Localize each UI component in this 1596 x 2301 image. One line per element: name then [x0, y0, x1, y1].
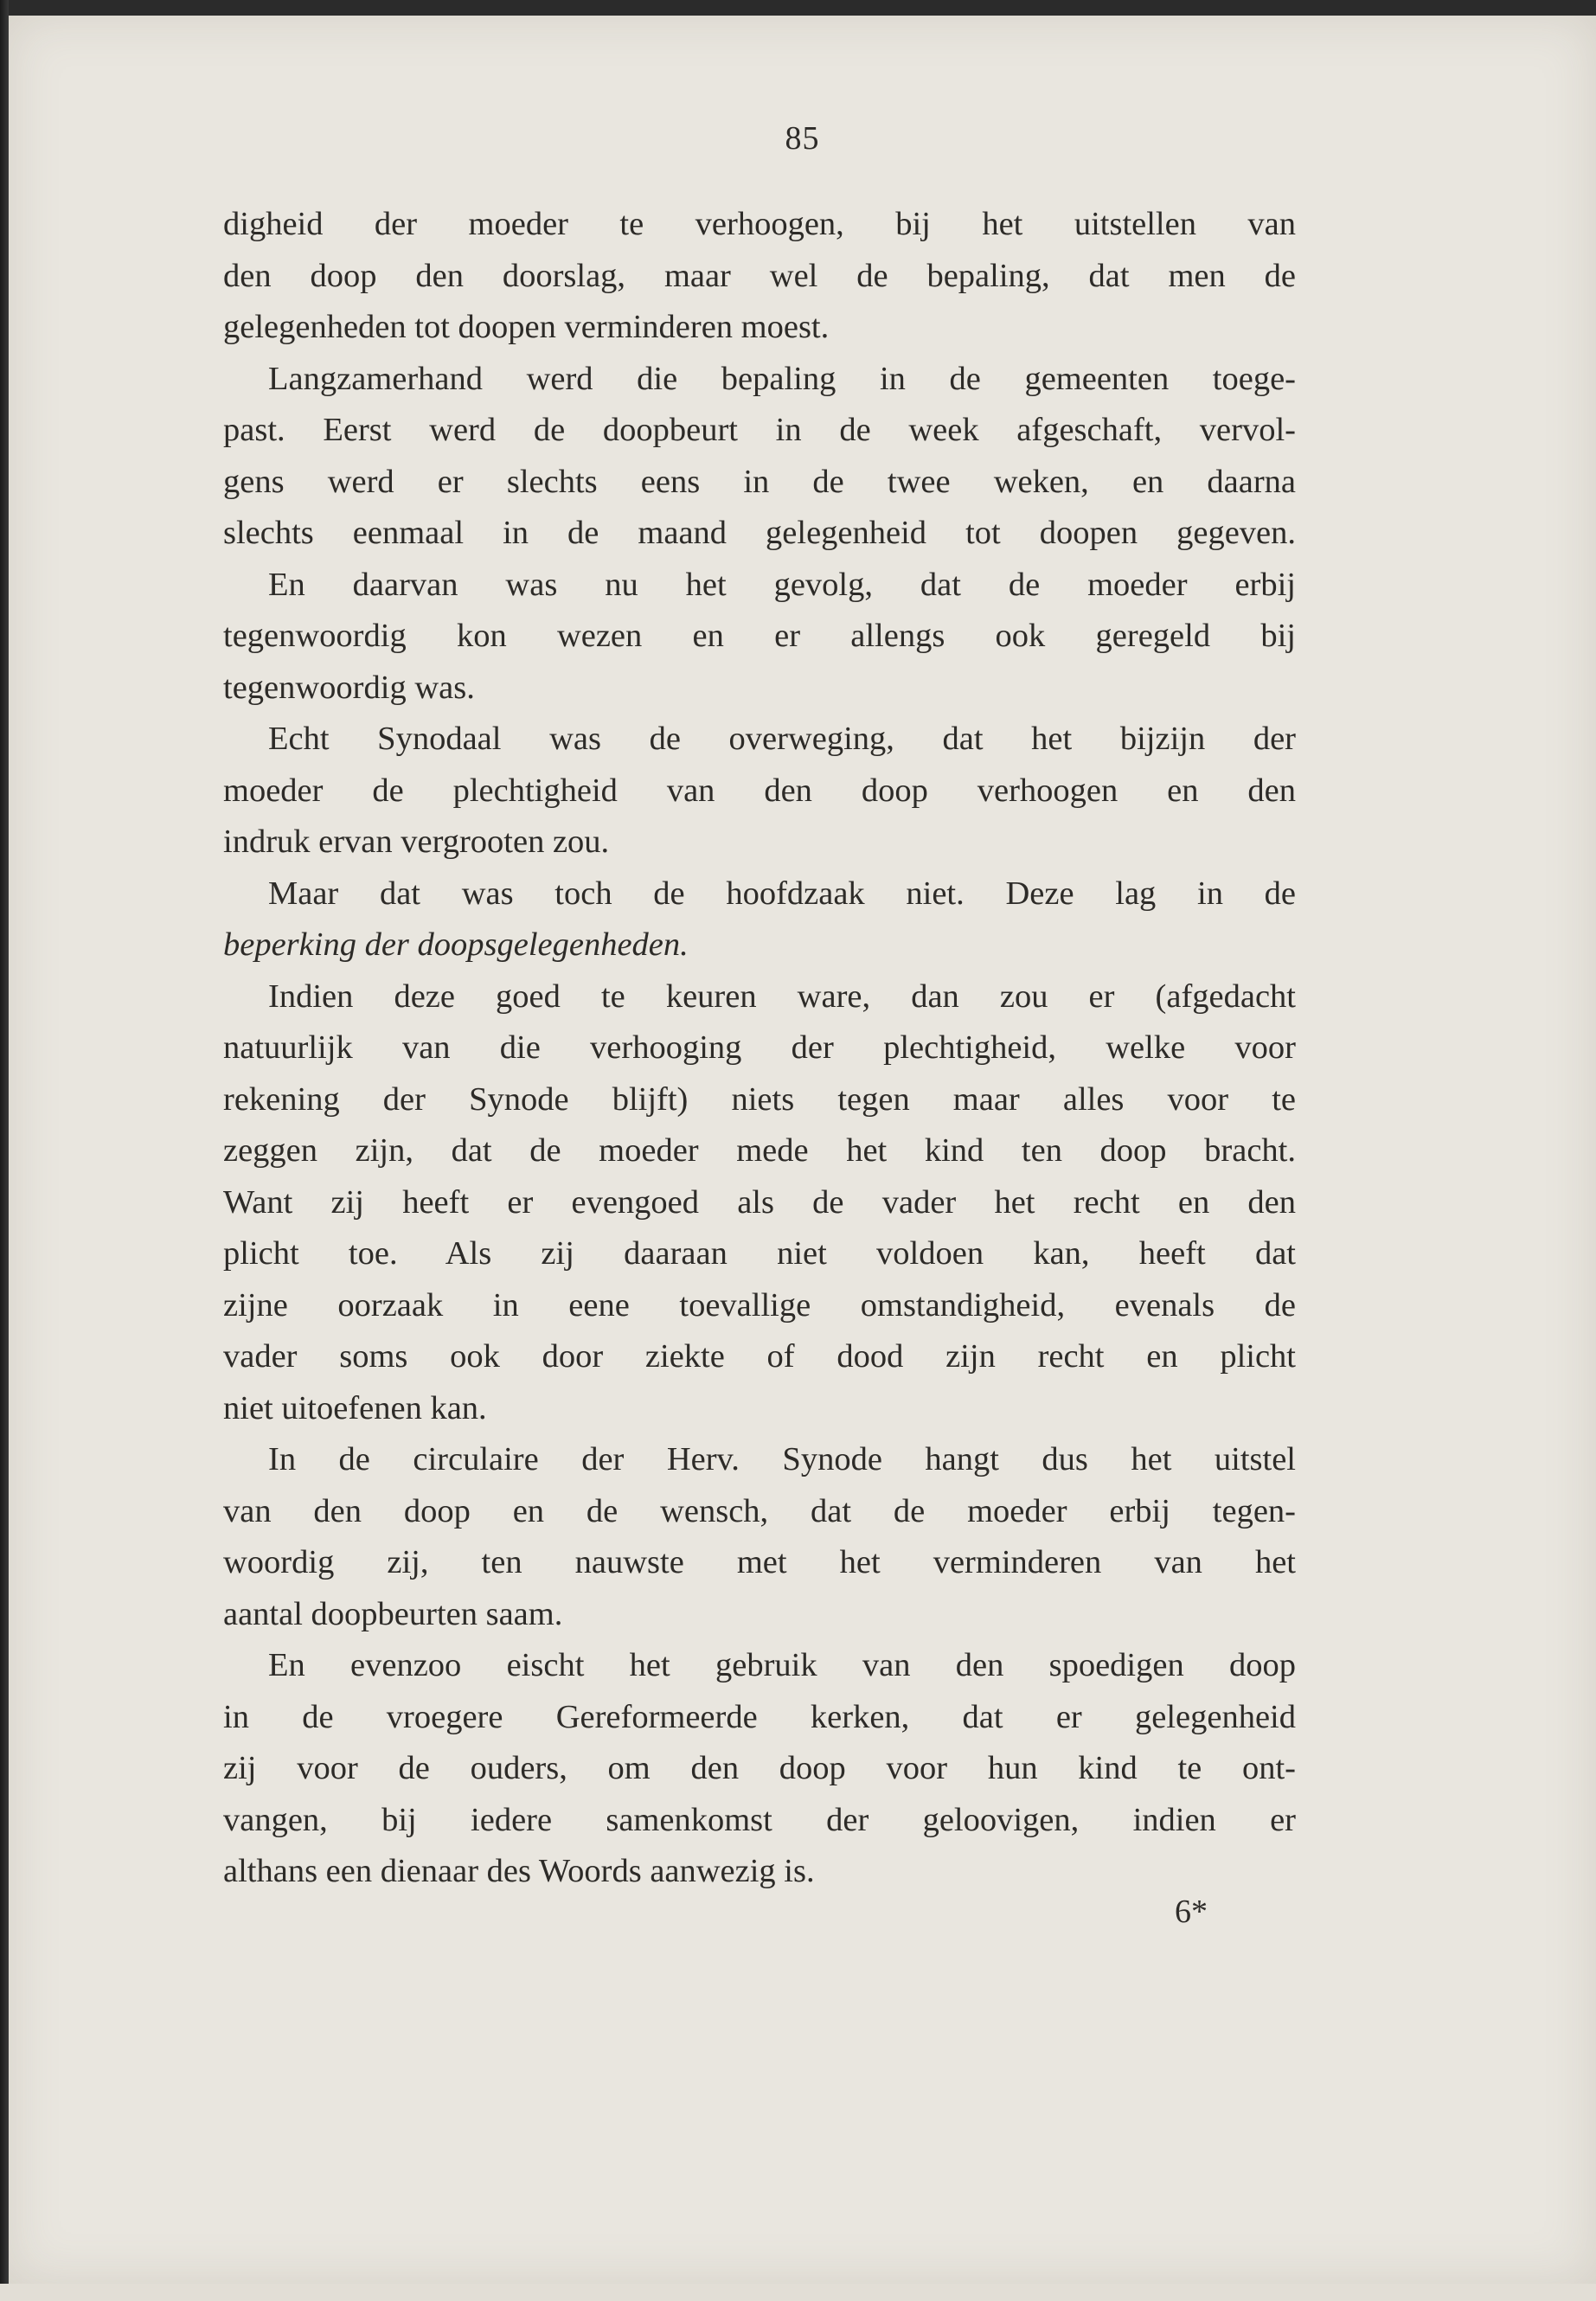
page-number: 85 [785, 120, 820, 157]
scan-left-edge [0, 0, 9, 2301]
text-line: tegenwoordig was. [223, 669, 475, 706]
text-line: zeggen zijn, dat de moeder mede het kind ten doop bracht. [223, 1132, 1296, 1169]
text-line: gens werd er slechts eens in de twee weken, en daarna [223, 463, 1296, 500]
text-line: niet uitoefenen kan. [223, 1389, 487, 1426]
text-line: plicht toe. Als zij daaraan niet voldoen kan, heeft dat [223, 1235, 1296, 1272]
text-line: natuurlijk van die verhooging der plechtigheid, welke voor [223, 1029, 1296, 1066]
text-line: aantal doopbeurten saam. [223, 1595, 563, 1632]
text-line: Indien deze goed te keuren ware, dan zou er (afgedacht [268, 977, 1296, 1015]
text-line: beperking der doopsgelegenheden. [223, 926, 689, 963]
text-line: digheid der moeder te verhoogen, bij het uitstellen van [223, 206, 1296, 242]
text-line: gelegenheden tot doopen verminderen moest. [223, 309, 830, 345]
text-line: En daarvan was nu het gevolg, dat de moeder erbij [268, 566, 1296, 603]
text-line: van den doop en de wensch, dat de moeder erbij tegen- [223, 1492, 1296, 1529]
book-page [9, 16, 1596, 2284]
text-line: den doop den doorslag, maar wel de bepaling, dat men de [223, 257, 1296, 294]
scan-bottom-edge [0, 2284, 1596, 2301]
signature-mark: 6* [1175, 1894, 1208, 1930]
text-line: Want zij heeft er evengoed als de vader het recht en den [223, 1183, 1296, 1221]
text-line: tegenwoordig kon wezen en er allengs ook geregeld bij [223, 618, 1296, 654]
text-line: Echt Synodaal was de overweging, dat het bijzijn der [268, 721, 1296, 757]
text-line: indruk ervan vergrooten zou. [223, 824, 610, 860]
text-line: moeder de plechtigheid van den doop verhoogen en den [223, 772, 1296, 809]
text-line: Maar dat was toch de hoofdzaak niet. Deze lag in de [268, 875, 1296, 912]
text-line: zijne oorzaak in eene toevallige omstandigheid, evenals de [223, 1286, 1296, 1324]
text-line: woordig zij, ten nauwste met het verminderen van het [223, 1544, 1296, 1580]
text-line: rekening der Synode blijft) niets tegen maar alles voor te [223, 1080, 1296, 1118]
text-line: past. Eerst werd de doopbeurt in de week afgeschaft, vervol- [223, 412, 1296, 448]
body-text [223, 199, 1296, 1898]
text-line: In de circulaire der Herv. Synode hangt dus het uitstel [268, 1441, 1296, 1477]
text-line: En evenzoo eischt het gebruik van den spoedigen doop [268, 1647, 1296, 1683]
text-line: slechts eenmaal in de maand gelegenheid tot doopen gegeven. [223, 515, 1296, 551]
text-line: in de vroegere Gereformeerde kerken, dat er gelegenheid [223, 1698, 1296, 1735]
text-line: Langzamerhand werd die bepaling in de gemeenten toege- [268, 360, 1296, 397]
text-line: vangen, bij iedere samenkomst der geloovigen, indien er [223, 1801, 1296, 1838]
text-line: althans een dienaar des Woords aanwezig is. [223, 1853, 815, 1889]
text-line: vader soms ook door ziekte of dood zijn recht en plicht [223, 1338, 1296, 1375]
text-line: zij voor de ouders, om den doop voor hun kind te ont- [223, 1750, 1296, 1786]
